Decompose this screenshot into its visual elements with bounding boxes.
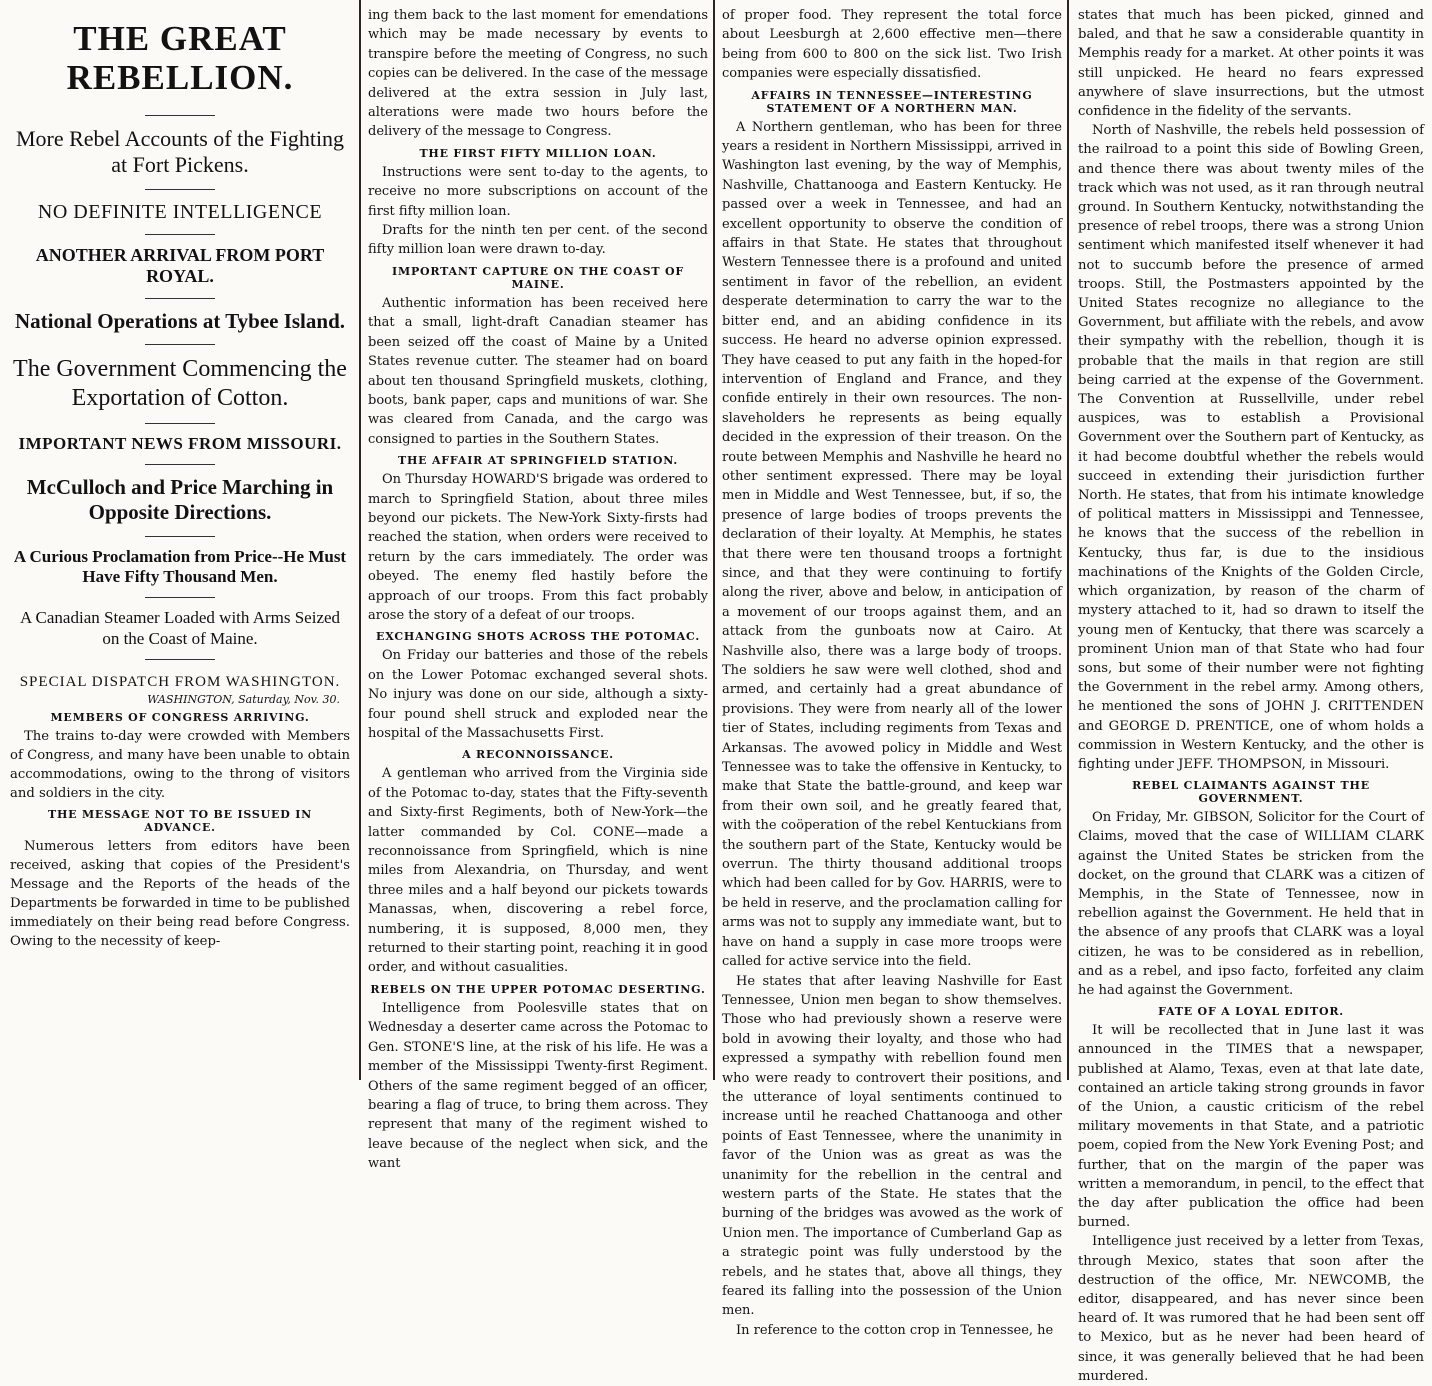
masthead: THE GREAT REBELLION. (66, 19, 294, 97)
subheading: THE MESSAGE NOT TO BE ISSUED IN ADVANCE. (47, 808, 313, 835)
paragraph: On Friday our batteries and those of the rebels on the Lower Potomac exchanged several shots. No injury was done on our side, although a sixty-four pound shell struck and exploded near the hospital of the Massachusetts First. (368, 648, 708, 741)
paragraph: Authentic information has been received here that a small, light-draft Canadian steamer has been seized off the coast of Maine by a United States revenue cutter. The steamer had on board about ten thousand Springfield muskets, clothing, boots, bank paper, caps and munitions of war. She was cleared from Canada, and the cargo was consigned to parties in the Southern States. (368, 295, 708, 447)
subheading: IMPORTANT CAPTURE ON THE COAST OF MAINE. (392, 264, 684, 291)
paragraph: North of Nashville, the rebels held possession of the railroad to a point this side of Bowling Green, and thence there was about twenty miles of the track which was not used, as it ran through neutral ground. In Southern Kentucky, notwithstanding the presence of rebel troops, there was a strong Union sentiment which manifested itself whenever it had not to succumb before the presence of armed troops. Still, the Postmasters appointed by the United States recognize no allegiance to the Government, but affiliate with the rebels, and avow their sympathy with the rebellion, though it is probable that the mails in that region are still being carried at the expense of the Government. The Convention at Russellville, under rebel auspices, was to establish a Provisional Government over the Southern part of Kentucky, as it had become doubtful whether the rebels would succeed in extending their jurisdiction further North. He states, that from his intimate knowledge of political matters in Mississippi and Tennessee, he knows that the success of the rebellion in Kentucky, thus far, is due to the insidious machinations of the Knights of the Golden Circle, which organization, by reason of the charm of mystery attached to it, had so drawn to itself the young men of Kentucky, that there was scarcely a prominent Union man of that State who had four sons, but some of their number were not fighting the Government in the rebel army. Among others, he mentioned the sons of JOHN J. CRITTENDEN and GEORGE D. PRENTICE, one of whom holds a commission in Western Kentucky, and the other is fighting under JEFF. THOMPSON, in Missouri. (1078, 123, 1424, 772)
paragraph: A Northern gentleman, who has been for three years a resident in Northern Mississippi, arrived in Washington last evening, by the way of Memphis, Nashville, Chattanooga and Eastern Kentucky. He passed over a week in Tennessee, and had an excellent opportunity to observe the condition of affairs in that State. He states that throughout Western Tennessee there is a profound and united sentiment in favor of the rebellion, an evident desperate determination to carry the war to the bitter end, and an abiding confidence in its success. He heard no adverse opinion expressed. They have ceased to put any faith in the hoped-for intervention of England and France, and they confide entirely in their own resources. The non-slaveholders he represents as being equally decided in the expression of their treason. On the route between Memphis and Nashville he heard no other sentiment expressed. There may be loyal men in Middle and West Tennessee, but, if so, the presence of large bodies of troops prevents the declaration of their loyalty. At Memphis, he states that there were ten thousand troops a fortnight since, and that they were continuing to fortify along the river, above and below, in anticipation of a movement of our troops against them, and an attack from the gunboats now at Cairo. At Nashville also, there was a large body of troops. The soldiers he saw were well clothed, shod and armed, and certainly had a great abundance of provisions. They were from nearly all of the lower tier of States, including regiments from Texas and Arkansas. The avowed policy in Middle and West Tennessee was to take the offensive in Kentucky, to make that State the battle-ground, and keep war from their own soil, and he greatly feared that, with the coöperation of the rebel Kentuckians from the southern part of the State, Kentucky would be overrun. The thirty thousand additional troops which had been called for by Gov. HARRIS, were to be held in reserve, and the proclamation calling for arms was not to supply any immediate want, but to have on hand a supply in case more troops were called for active service into the field. (722, 119, 1062, 970)
paragraph: of proper food. They represent the total force about Leesburgh at 2,600 effective men—there being from 600 to 800 on the sick list. Two Irish companies were especially dissatisfied. (722, 8, 1062, 82)
headline: IMPORTANT NEWS FROM MISSOURI. (18, 433, 342, 453)
paragraph: In reference to the cotton crop in Tennessee, he (736, 1322, 1054, 1338)
subheading: A RECONNOISSANCE. (462, 748, 614, 762)
headline: ANOTHER ARRIVAL FROM PORT ROYAL. (35, 244, 325, 287)
paragraph: Drafts for the ninth ten per cent. of the second fifty million loan were drawn to-day. (368, 223, 708, 258)
subheading: AFFAIRS IN TENNESSEE—INTERESTING STATEMENT OF A NORTHERN MAN. (751, 88, 1033, 115)
paragraph: states that much has been picked, ginned and baled, and that he saw a considerable quantity in Memphis ready for a market. At other points it was still unpicked. He heard no fears expressed anywhere of slave insurrections, but the utmost confidence in the fidelity of the servants. (1078, 8, 1424, 120)
column-3 (714, 0, 1068, 1338)
paragraph: He states that after leaving Nashville for East Tennessee, Union men began to show themselves. Those who had previously shown a reserve were bold in avowing their loyalty, and those who had expressed a sympathy with rebellion found men who were ready to controvert their positions, and the utterance of loyal sentiments continued to increase until he reached Chattanooga and other points of East Tennessee, where the unanimity in favor of the Union was as great as was the unanimity for the rebellion in the central and western parts of the State. He states that the burning of the bridges was avowed as the work of Union men. The importance of Cumberland Gap as a strategic point was fully understood by the rebels, and he states that, above all things, they feared its falling into the possession of the Union men. (722, 973, 1062, 1319)
subheading: THE AFFAIR AT SPRINGFIELD STATION. (397, 454, 679, 468)
subheading: THE FIRST FIFTY MILLION LOAN. (419, 146, 657, 160)
subheading: REBEL CLAIMANTS AGAINST THE GOVERNMENT. (1132, 779, 1370, 806)
paragraph: On Thursday HOWARD'S brigade was ordered to march to Springfield Station, about three miles beyond our pickets. The New-York Sixty-firsts had reached the station, when orders were received to return by the cars immediately. The order was obeyed. The enemy fled hastily before the approach of our troops. From this fact probably arose the story of a defeat of our troops. (368, 472, 708, 623)
subheading: EXCHANGING SHOTS ACROSS THE POTOMAC. (376, 630, 700, 644)
paragraph: Numerous letters from editors have been received, asking that copies of the President's Message and the Reports of the heads of the Departments be forwarded in time to be published immediately on their being read before Congress. Owing to the necessity of keep- (10, 839, 350, 950)
divider (145, 115, 215, 116)
dateline: WASHINGTON, Saturday, Nov. 30. (147, 693, 340, 707)
paragraph: A gentleman who arrived from the Virginia side of the Potomac to-day, states that the Fifty-seventh and Sixty-first Regiments, both of New-York—the latter commanded by Col. CONE—made a reconnoissance from Springfield, which is nine miles from Alexandria, on Thursday, and went three miles and a half beyond our pickets towards Manassas, when, discovering a rebel force, numbering, it is supposed, 8,000 men, they returned to their starting point, reaching it in good order, and without casualities. (368, 766, 708, 976)
divider (145, 234, 215, 235)
paragraph: Intelligence from Poolesville states that on Wednesday a deserter came across the Potomac to Gen. STONE'S line, at the risk of his life. He was a member of the Mississippi Twenty-first Regiment. Others of the same regiment begged of an officer, bearing a flag of truce, to bring them across. They represent that many of the regiment wished to leave because of the neglect when sick, and the want (368, 1000, 708, 1172)
paragraph: Intelligence just received by a letter from Texas, through Mexico, states that soon after the destruction of the office, Mr. NEWCOMB, the editor, disappeared, and has never since been heard of. It was rumored that he had been sent off to Mexico, but as he never had been heard of since, it was generally believed that he had been murdered. (1078, 1234, 1424, 1384)
paragraph: Instructions were sent to-day to the agents, to receive no more subscriptions on account of the first fifty million loan. (368, 164, 708, 219)
headline: National Operations at Tybee Island. (14, 308, 345, 333)
subheading: REBELS ON THE UPPER POTOMAC DESERTING. (370, 982, 706, 996)
column-1 (0, 0, 360, 1080)
dispatch-heading: SPECIAL DISPATCH FROM WASHINGTON. (19, 674, 341, 691)
divider (145, 423, 215, 424)
divider (145, 464, 215, 465)
headline: The Government Commencing the Exportation of Cotton. (13, 356, 347, 411)
headline: NO DEFINITE INTELLIGENCE (37, 200, 323, 223)
column-4 (1068, 0, 1432, 1384)
paragraph: On Friday, Mr. GIBSON, Solicitor for the Court of Claims, moved that the case of WILLIAM CLARK against the United States be stricken from the docket, on the ground that CLARK was a citizen of Memphis, in the State of Tennessee, now in rebellion against the Government. He held that in the absence of any proofs that CLARK was a loyal citizen, he was to be considered as in rebellion, and as a rebel, and ipso facto, forfeited any claim he had against the Government. (1078, 810, 1424, 998)
subheading: MEMBERS OF CONGRESS ARRIVING. (50, 711, 310, 725)
paragraph: It will be recollected that in June last it was announced in the TIMES that a newspaper, published at Alamo, Texas, even at that late date, contained an article taking strong grounds in favor of the Union, a caustic criticism of the rebel military movements in that State, and a patriotic poem, copied from the New York Evening Post; and further, that on the margin of the paper was written a memorandum, in pencil, to the effect that the day after publication the office had been burned. (1078, 1023, 1424, 1231)
divider (145, 344, 215, 345)
column-2 (360, 0, 714, 1172)
divider (145, 189, 215, 190)
headline: McCulloch and Price Marching in Opposite Directions. (26, 475, 334, 525)
divider (145, 659, 215, 660)
paragraph: The trains to-day were crowded with Members of Congress, and many have been unable to obtain accommodations, owing to the throng of visitors and soldiers in the city. (10, 729, 350, 802)
headline: More Rebel Accounts of the Fighting at Fort Pickens. (15, 126, 345, 178)
headline: A Curious Proclamation from Price--He Must Have Fifty Thousand Men. (13, 546, 347, 586)
divider (145, 298, 215, 299)
headline: A Canadian Steamer Loaded with Arms Seized on the Coast of Maine. (19, 608, 341, 648)
paragraph: ing them back to the last moment for emendations which may be made necessary by events to transpire before the meeting of Congress, no such copies can be delivered. In the case of the message delivered at the extra session in July last, alterations were made two hours before the delivery of the message to Congress. (368, 8, 708, 140)
divider (145, 536, 215, 537)
subheading: FATE OF A LOYAL EDITOR. (1158, 1005, 1344, 1019)
divider (145, 597, 215, 598)
